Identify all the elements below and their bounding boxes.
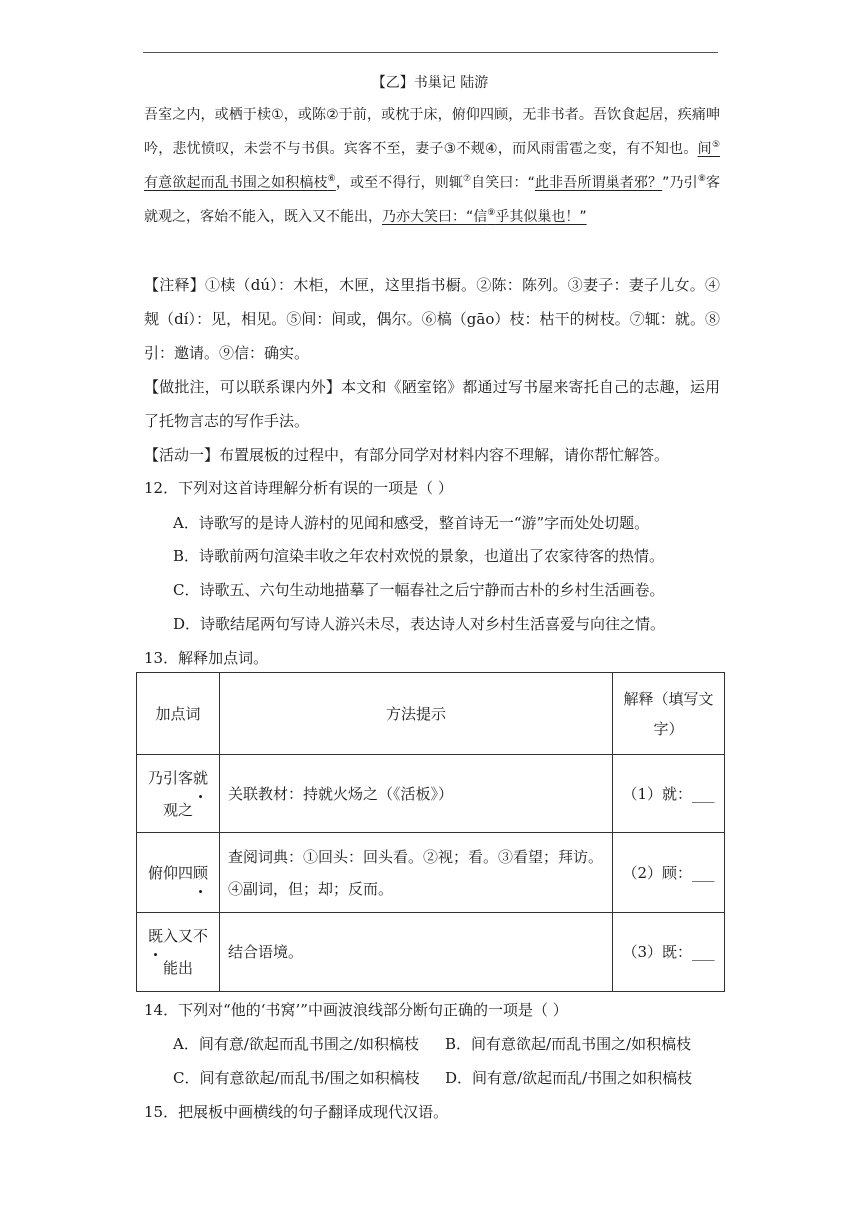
underlined-sentence-3: 乃亦大笑曰：“信⑨乎其似巢也！” [382,208,587,225]
table-row [137,833,725,913]
vocabulary-table [136,672,725,992]
notes-heading: 【注释】 [144,276,205,294]
activity-section [144,438,720,472]
table-header-row [137,673,725,755]
underlined-sentence-1: 间⑤有意欲起而乱书围之如积槁枝⑥ [144,140,721,191]
q14-option-d[interactable]: D．间有意/欲起而乱/书围之如积槁枝 [445,1069,693,1087]
word-cell: 乃引客就观之 [137,755,220,833]
q14-option-c[interactable]: C．间有意欲起/而乱书/围之如积槁枝 [173,1069,420,1087]
q12-option-d[interactable]: D．诗歌结尾两句写诗人游兴未尽，表达诗人对乡村生活喜爱与向往之情。 [173,615,666,633]
notes-section [144,268,720,370]
table-row [137,913,725,992]
q14-option-a[interactable]: A．间有意/欲起而乱书围之/如积槁枝 [173,1035,419,1053]
word-cell: 既入又不能出 [137,913,220,992]
annotation-body: 本文和《陋室铭》都通过写书屋来寄托自己的志趣，运用了托物言志的写作手法。 [144,378,720,430]
notes-body: ①椟（dú）：木柜，木匣，这里指书橱。②陈：陈列。③妻子：妻子儿女。④觌（dí）：见，相见。⑤间：间或，偶尔。⑥槁（gāo）枝：枯干的树枝。⑦辄：就。⑧引：邀请。⑨信：确实。 [144,276,720,362]
passage-sentence-1: 吾室之内，或栖于椟①，或陈②于前，或枕于床，俯仰四顾，无非书者。吾饮食起居，疾痛呻吟，悲忧愤叹，未尝不与书俱。宾客不至，妻子③不觌④，而风雨雷雹之变，有不知也。 [144,107,720,157]
hint-cell: 查阅词典：①回头：回头看。②视；看。③看望；拜访。④副词，但；却；反而。 [220,833,613,913]
question-13-stem: 13．解释加点词。 [144,649,269,667]
q14-option-b[interactable]: B．间有意欲起/而乱书围之/如积槁枝 [445,1035,692,1053]
hint-cell: 关联教材：持就火炀之（《活板》） [220,755,613,833]
q12-option-c[interactable]: C．诗歌五、六句生动地描摹了一幅春社之后宁静而古朴的乡村生活画卷。 [173,581,665,599]
passage-title: 【乙】书巢记 陆游 [371,75,489,91]
activity-body: 布置展板的过程中，有部分同学对材料内容不理解，请你帮忙解答。 [219,446,670,464]
question-14-stem: 14．下列对“他的‘书窝’”中画波浪线部分断句正确的一项是（ ） [144,1001,568,1019]
table-header-word: 加点词 [137,673,220,755]
classical-passage: 吾室之内，或栖于椟①，或陈②于前，或枕于床，俯仰四顾，无非书者。吾饮食起居，疾痛呻吟，悲忧愤叹，未尝不与书俱。宾客不至，妻子③不觌④，而风雨雷雹之变，有不知也。间⑤有意欲起而乱书围之如积槁枝⑥，或至不得行，则辄⑦自笑曰：“此非吾所谓巢者邪？”乃引⑧客就观之，客始不能入，既入又不能出，乃亦大笑曰：“信⑨乎其似巢也！” [144,107,721,225]
question-15-stem: 15．把展板中画横线的句子翻译成现代汉语。 [144,1103,449,1121]
table-row [137,755,725,833]
activity-heading: 【活动一】 [144,446,220,464]
annotation-heading: 【做批注，可以联系课内外】 [144,378,342,396]
table-header-hint: 方法提示 [220,673,613,755]
word-cell: 俯仰四顾 [137,833,220,913]
q12-option-b[interactable]: B．诗歌前两句渲染丰收之年农村欢悦的景象，也道出了农家待客的热情。 [173,547,665,565]
dotted-word: 就 [193,768,209,787]
q12-option-a[interactable]: A．诗歌写的是诗人游村的见闻和感受，整首诗无一“游”字而处处切题。 [173,514,650,532]
question-12-stem: 12．下列对这首诗理解分析有误的一项是（ ） [144,479,453,497]
answer-cell[interactable]: （3）既：___ [613,913,725,992]
answer-cell[interactable]: （1）就：___ [613,755,725,833]
underlined-sentence-2: 此非吾所谓巢者邪？ [534,175,663,191]
table-header-answer: 解释（填写文字） [613,673,725,755]
header-rule [143,52,718,53]
dotted-word: 既 [147,927,163,945]
annotation-section [144,370,720,438]
answer-cell[interactable]: （2）顾：___ [613,833,725,913]
hint-cell: 结合语境。 [220,913,613,992]
dotted-word: 顾 [193,863,209,882]
